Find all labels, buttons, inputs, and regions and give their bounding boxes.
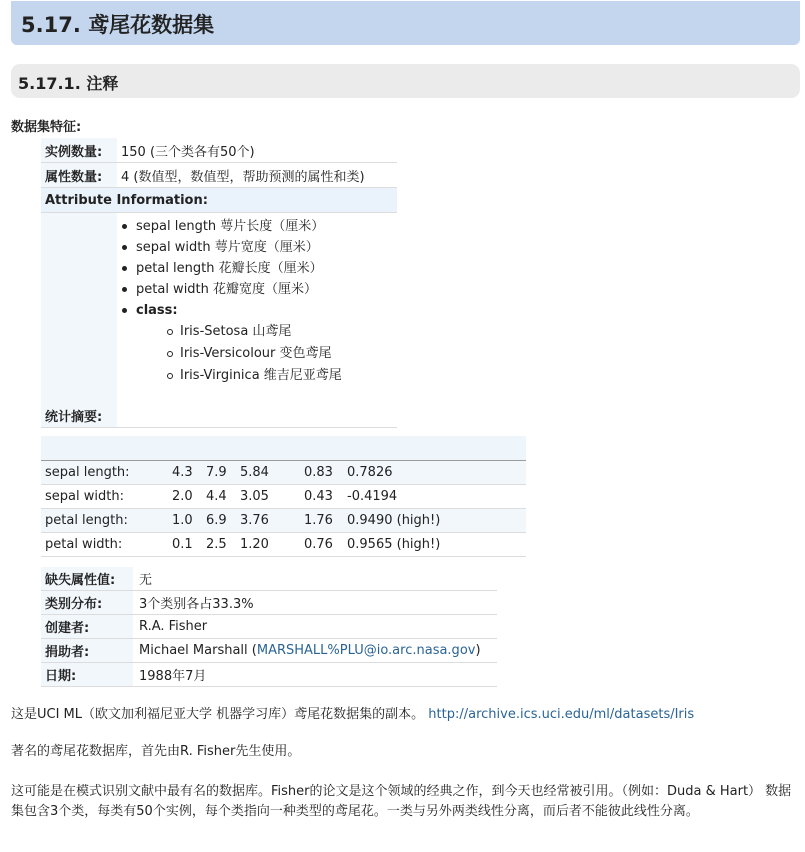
- page-heading: [11, 1, 800, 45]
- table-row: [41, 138, 397, 163]
- uci-archive-link[interactable]: http://archive.ics.uci.edu/ml/datasets/Iris: [428, 707, 695, 722]
- table-row: [41, 213, 397, 404]
- list-item: [136, 300, 342, 387]
- attributes-value: 4 (数值型，数值型，帮助预测的属性和类): [117, 163, 397, 188]
- instances-key: 实例数量:: [41, 138, 117, 163]
- table-row: [41, 639, 497, 663]
- donor-key: 捐助者:: [41, 639, 133, 663]
- class-label: class:: [136, 303, 178, 318]
- list-item: petal width 花瓣宽度（厘米）: [136, 279, 342, 300]
- donor-email-link[interactable]: MARSHALL%PLU@io.arc.nasa.gov: [256, 643, 476, 658]
- table-row: sepal length: 4.3 7.9 5.84 0.83 0.7826: [41, 461, 526, 485]
- table-row: [41, 163, 397, 188]
- bullet-icon: [122, 308, 127, 313]
- summary-value: [117, 403, 397, 428]
- list-item: petal length 花瓣长度（厘米）: [136, 258, 342, 279]
- missing-key: 缺失属性值:: [41, 567, 133, 591]
- page-title: 5.17. 鸢尾花数据集: [21, 13, 215, 37]
- dataset-meta-table: [41, 567, 497, 687]
- attribute-list-cell: [41, 213, 397, 404]
- donor-value: Michael Marshall (MARSHALL%PLU@io.arc.nasa.gov): [133, 639, 497, 663]
- features-label: 数据集特征:: [11, 120, 82, 135]
- attribute-list: [136, 216, 342, 387]
- bullet-icon: [122, 266, 127, 271]
- creator-value: R.A. Fisher: [133, 615, 497, 639]
- summary-statistics-table: [41, 436, 526, 557]
- circle-bullet-icon: [167, 329, 173, 335]
- table-row: [41, 591, 497, 615]
- date-key: 日期:: [41, 663, 133, 687]
- missing-value: 无: [133, 567, 497, 591]
- attribute-info-header: Attribute Information:: [41, 188, 397, 213]
- class-dist-value: 3个类别各占33.3%: [133, 591, 497, 615]
- bullet-icon: [122, 287, 127, 292]
- date-value: 1988年7月: [133, 663, 497, 687]
- bullet-icon: [122, 224, 127, 229]
- table-row: [41, 188, 397, 213]
- stats-header: [41, 436, 526, 461]
- paragraph-source: 这是UCI ML（欧文加利福尼亚大学 机器学习库）鸢尾花数据集的副本。 http://archive.ics.uci.edu/ml/datasets/Iris: [11, 707, 695, 722]
- table-row: [41, 663, 497, 687]
- section-title: 5.17.1. 注释: [18, 74, 119, 93]
- paragraph-fisher: 著名的鸢尾花数据库，首先由R. Fisher先生使用。: [11, 744, 301, 759]
- list-item: sepal width 萼片宽度（厘米）: [136, 237, 342, 258]
- list-item: Iris-Virginica 维吉尼亚鸢尾: [180, 365, 342, 387]
- attributes-key: 属性数量:: [41, 163, 117, 188]
- table-row: petal length: 1.0 6.9 3.76 1.76 0.9490 (high!): [41, 509, 526, 533]
- list-item: Iris-Setosa 山鸢尾: [180, 321, 342, 343]
- summary-key: 统计摘要:: [41, 403, 117, 428]
- paragraph-description: 这可能是在模式识别文献中最有名的数据库。Fisher的论文是这个领域的经典之作，到今天也经常被引用。（例如：Duda & Hart） 数据集包含3个类，每类有50个实例，每个类指向一种类型的鸢尾花。一类与另外两类线性分离，而后者不能彼此线性分离。: [11, 784, 792, 819]
- dataset-characteristics-table: [41, 138, 397, 428]
- table-row: sepal width: 2.0 4.4 3.05 0.43 -0.4194: [41, 485, 526, 509]
- list-item: Iris-Versicolour 变色鸢尾: [180, 343, 342, 365]
- bullet-icon: [122, 245, 127, 250]
- circle-bullet-icon: [167, 351, 173, 357]
- section-heading: [11, 64, 800, 98]
- instances-value: 150 (三个类各有50个): [117, 138, 397, 163]
- creator-key: 创建者:: [41, 615, 133, 639]
- list-item: sepal length 萼片长度（厘米）: [136, 216, 342, 237]
- table-row: [41, 567, 497, 591]
- table-row: [41, 403, 397, 428]
- circle-bullet-icon: [167, 373, 173, 379]
- table-row: [41, 615, 497, 639]
- table-row: petal width: 0.1 2.5 1.20 0.76 0.9565 (high!): [41, 533, 526, 557]
- class-dist-key: 类别分布:: [41, 591, 133, 615]
- class-list: [136, 321, 342, 387]
